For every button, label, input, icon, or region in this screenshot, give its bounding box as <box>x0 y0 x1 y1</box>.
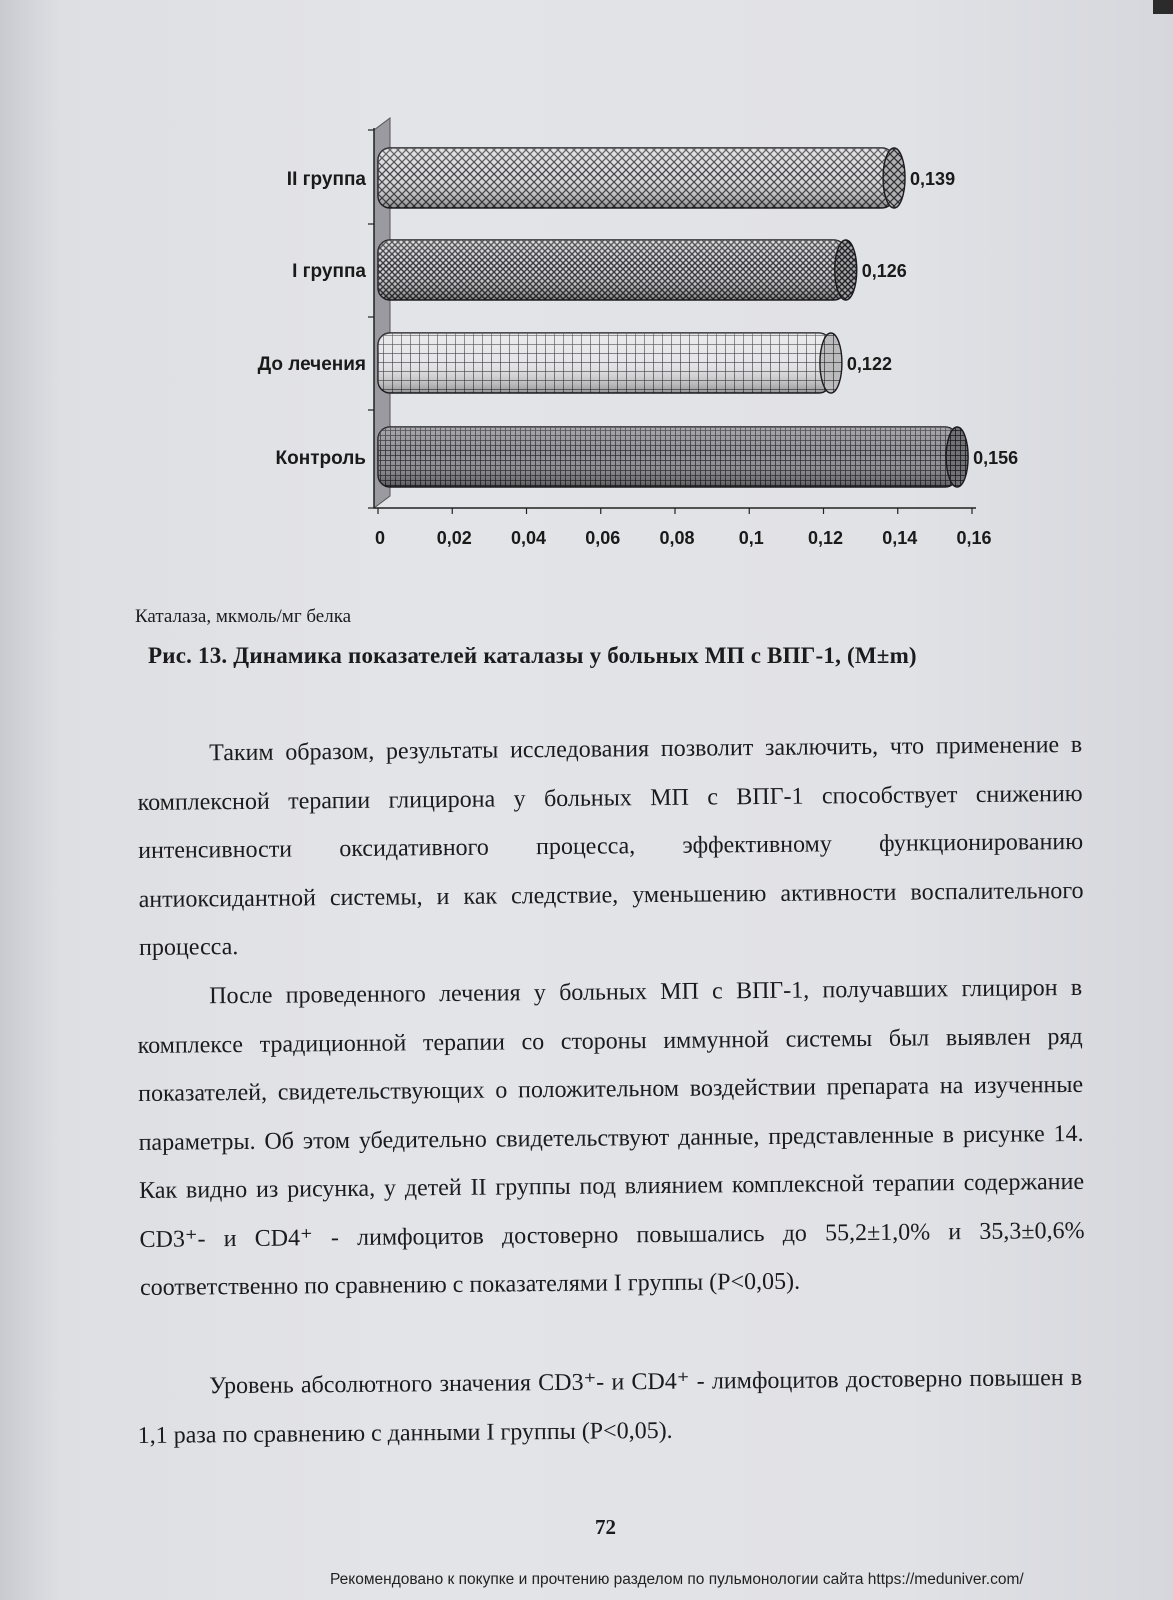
category-label: Контроль <box>275 448 366 469</box>
bar-shading <box>378 333 831 393</box>
page-number: 72 <box>595 1515 616 1539</box>
bar-group <box>378 240 857 300</box>
figure-caption: Рис. 13. Динамика показателей каталазы у больных МП с ВПГ-1, (M±m) <box>148 643 917 668</box>
value-axis-tick-label: 0,1 <box>738 528 764 548</box>
bar-shading <box>378 427 957 487</box>
value-axis-tick-label: 0,14 <box>882 528 918 548</box>
bar-group <box>378 333 842 393</box>
bar-shading <box>378 148 894 208</box>
bar-end-cap-shade <box>946 427 968 487</box>
value-axis-tick-label: 0 <box>374 528 386 548</box>
chart-units-caption: Каталаза, мкмоль/мг белка <box>135 606 352 627</box>
body-paragraph-1: Таким образом, результаты исследования позволит заключить, что применение в комплексной терапии глицирона у больных МП с ВПГ-1 способствует снижению интенсивности оксидативного процесса, эффективному функционированию антиоксидантной системы, и как следствие, уменьшению активности воспалительного процесса. <box>137 731 1084 961</box>
bar-end-cap-shade <box>883 148 905 208</box>
value-axis-tick-label: 0,02 <box>436 528 472 548</box>
bar-value-label: 0,139 <box>910 169 956 189</box>
category-label: До лечения <box>257 354 366 375</box>
value-axis-tick-label: 0,16 <box>956 528 992 548</box>
value-axis-tick-label: 0,12 <box>807 528 844 548</box>
catalase-bar-chart <box>230 110 1020 570</box>
footer-watermark-note: Рекомендовано к покупке и прочтению разделом по пульмонологии сайта https://meduniver.com/ <box>330 1571 1024 1588</box>
bar-shading <box>378 240 846 300</box>
bar-end-cap-shade <box>835 240 857 300</box>
bar-value-label: 0,156 <box>973 448 1019 468</box>
body-paragraph-3: Уровень абсолютного значения CD3⁺- и CD4⁺ - лимфоцитов достоверно повышен в 1,1 раза по сравнению с данными I группы (P<0,05). <box>137 1364 1083 1449</box>
category-label: II группа <box>286 169 366 190</box>
body-paragraph-2: После проведенного лечения у больных МП с ВПГ-1, получавших глицирон в комплексе традиционной терапии со стороны иммунной системы был выявлен ряд показателей, свидетельствующих о положительном воздействии препарата на изученные параметры. Об этом убедительно свидетельствуют данные, представленные в рисунке 14. Как видно из рисунка, у детей II группы под влиянием комплексной терапии содержание CD3⁺- и CD4⁺ - лимфоцитов достоверно повышались до 55,2±1,0% и 35,3±0,6% соответственно по сравнению с показателями I группы (P<0,05). <box>137 974 1085 1301</box>
value-axis-tick-label: 0,06 <box>585 528 621 548</box>
bar-end-cap-shade <box>820 333 842 393</box>
bar-value-label: 0,122 <box>846 354 892 374</box>
value-axis-tick-label: 0,04 <box>510 528 547 548</box>
bar-value-label: 0,126 <box>861 261 907 281</box>
value-axis-tick-label: 0,08 <box>659 528 695 548</box>
scan-corner-mark <box>1153 0 1173 14</box>
category-label: I группа <box>292 261 366 282</box>
bar-group <box>378 427 968 487</box>
bar-group <box>378 148 905 208</box>
